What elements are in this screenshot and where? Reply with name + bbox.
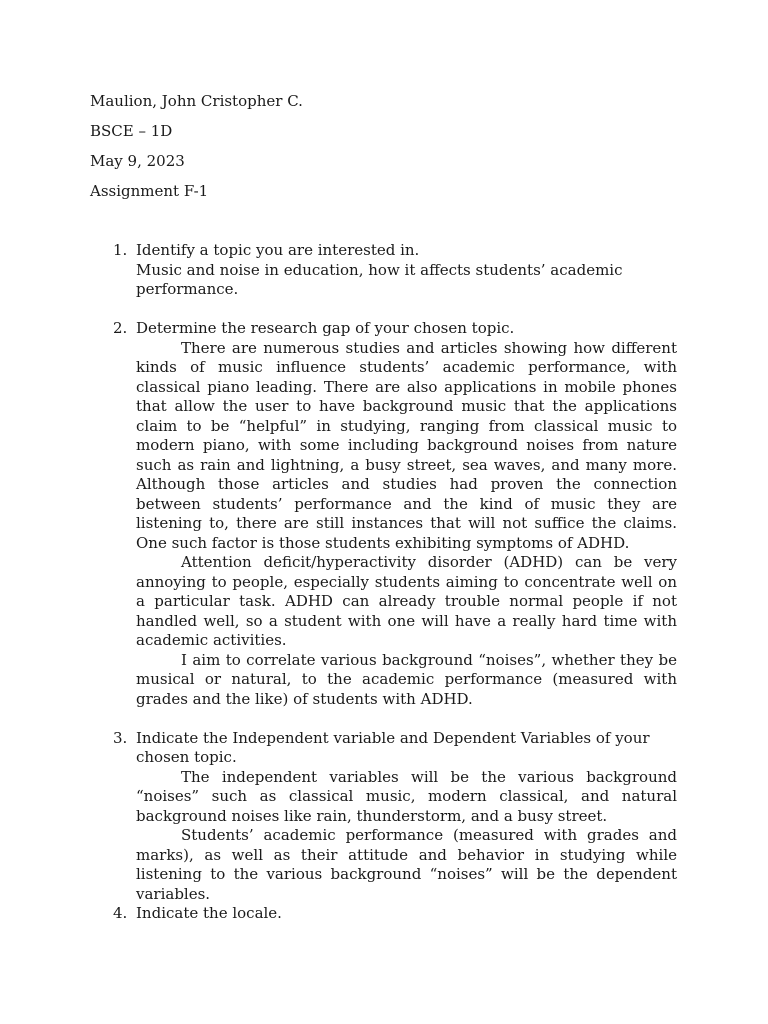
item-number: 2.: [113, 319, 128, 337]
assignment-title: Assignment F-1: [90, 182, 209, 200]
item-question: Indicate the locale.: [136, 904, 282, 922]
list-item-4: [113, 904, 677, 924]
question-list: [0, 241, 768, 924]
course-section: BSCE – 1D: [90, 122, 173, 140]
item-paragraph: Attention deficit/hyperactivity disorder (ADHD) can be very annoying to people, especially students aiming to concentrate well on a particular task. ADHD can already trouble normal people if not handled well, so a student with one will have a really hard time with academic activities.: [136, 553, 677, 649]
item-question: Determine the research gap of your chosen topic.: [136, 319, 515, 337]
item-question: Indicate the Independent variable and Dependent Variables of your chosen topic.: [136, 728, 650, 766]
item-paragraph: Students’ academic performance (measured with grades and marks), as well as their attitude and behavior in studying while listening to the various background “noises” will be the dependent variables.: [136, 826, 677, 903]
student-name: Maulion, John Cristopher C.: [90, 92, 303, 110]
item-paragraph: There are numerous studies and articles showing how different kinds of music influence students’ academic performance, with classical piano leading. There are also applications in mobile phones that allow the user to have background music that the applications claim to be “helpful” in studying, ranging from classical music to modern piano, with some including background noises from nature such as rain and lightning, a busy street, sea waves, and many more. Although those articles and studies had proven the connection between students’ performance and the kind of music they are listening to, there are still instances that will not suffice the claims. One such factor is those students exhibiting symptoms of ADHD.: [136, 338, 677, 552]
list-item-1: [113, 241, 677, 300]
item-number: 4.: [113, 904, 128, 922]
list-item-3: [113, 728, 677, 905]
item-answer: Music and noise in education, how it affects students’ academic performance.: [136, 260, 623, 298]
item-number: 3.: [113, 728, 128, 747]
list-item-2: [113, 319, 677, 709]
submission-date: May 9, 2023: [90, 152, 185, 170]
item-number: 1.: [113, 241, 128, 259]
item-paragraph: The independent variables will be the various background “noises” such as classical music, modern classical, and natural background noises like rain, thunderstorm, and a busy street.: [136, 767, 677, 825]
item-question: Identify a topic you are interested in.: [136, 241, 420, 259]
item-paragraph: I aim to correlate various background “noises”, whether they be musical or natural, to the academic performance (measured with grades and the like) of students with ADHD.: [136, 650, 677, 708]
